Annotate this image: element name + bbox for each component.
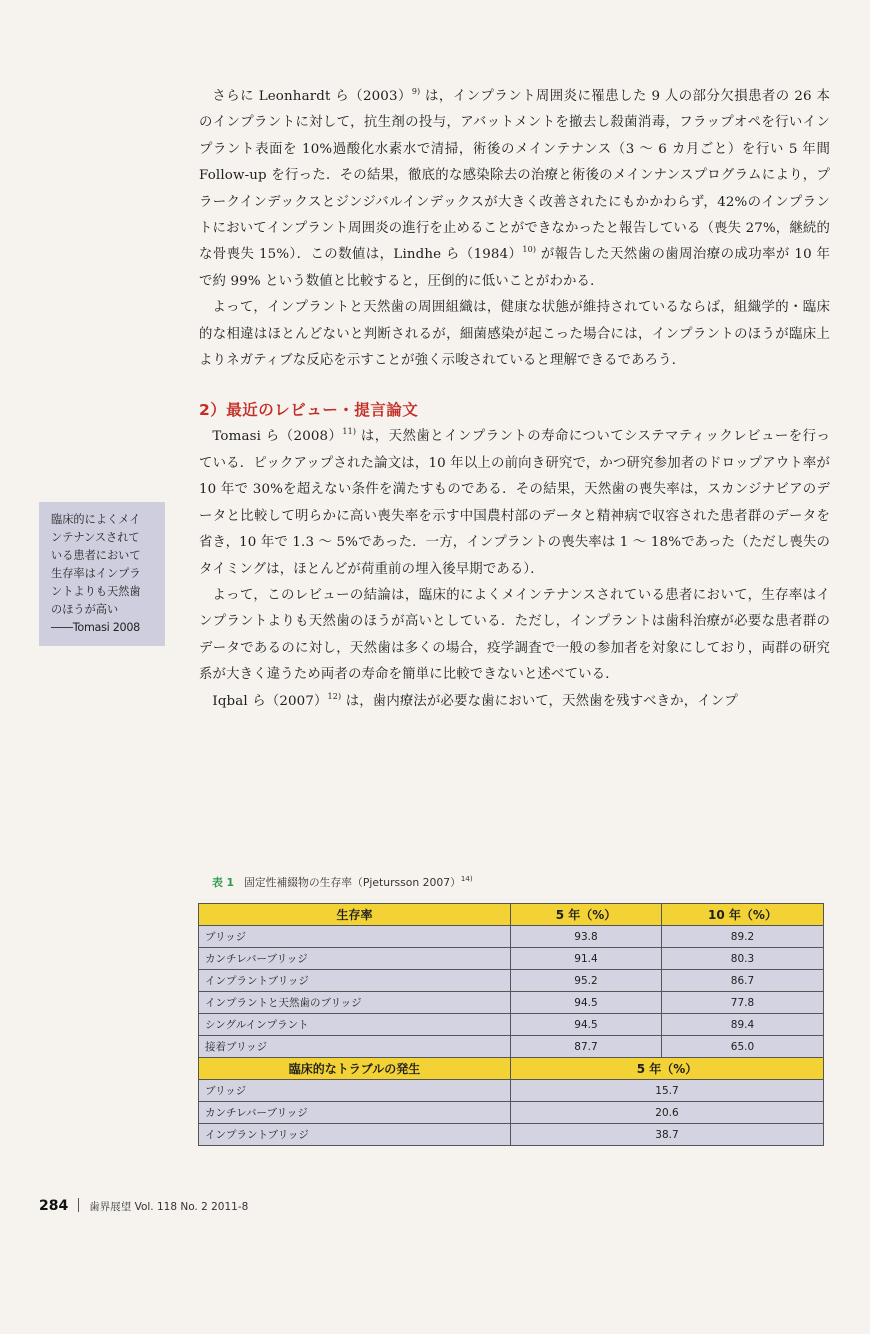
row-label: インプラントブリッジ [199,1124,511,1146]
paragraph-iqbal: Iqbal ら$(2007)^{12)}$ は，歯内療法が必要な歯において，天然歯を残すべきか，インプ [212,691,738,709]
table-row [199,1014,824,1036]
row-label: ブリッジ [199,1080,511,1102]
header-5-year: 5 年（%） [511,904,662,926]
paragraph-tomasi: Tomasi ら$(2008)^{11)}$ は，天然歯とインプラントの寿命についてシステマティックレビューを行っている．ピックアップされた論文は，10 年以上の前向き研究で，かつ研究参加者のドロップアウト率が 10 年で 30%を超えない条件を満たすものである．その結果，天然歯の喪失率は，スカンジナビアのデータと比較して明らかに高い喪失率を示す中国農村部のデータと精神病で収容された患者群のデータを省き，10 年で 1.3 ～ 5%であった．一方，インプラントの喪失率は 1 ～ 18%であった（ただし喪失のタイミングは，ほとんどが荷重前の埋入後早期である）． [199,427,830,577]
cell-10-year: 65.0 [662,1036,824,1058]
cell-10-year: 89.4 [662,1014,824,1036]
section-heading: 2）最近のレビュー・提言論文 [199,401,419,420]
row-label: インプラントと天然歯のブリッジ [199,992,511,1014]
table-subheader-row [199,1058,824,1080]
side-note-line: ントよりも天然歯 [51,585,141,598]
cell-5-year: 87.7 [511,1036,662,1058]
table-caption [212,875,473,890]
paragraph-conclusion-1: よって，インプラントと天然歯の周囲組織は，健康な状態が維持されているならば，組織学的・臨床的な相違はほとんどないと判断されるが，細菌感染が起こった場合には，インプラントのほうが臨床上よりネガティブな反応を示すことが強く示唆されていると理解できるであろう． [199,300,830,369]
row-label: カンチレバーブリッジ [199,948,511,970]
header-5-year-trouble: 5 年（%） [511,1058,824,1080]
side-note-line: いる患者において [51,549,141,562]
cell-5-year: 15.7 [511,1080,824,1102]
side-note [39,502,165,646]
table-row [199,1124,824,1146]
cell-5-year: 94.5 [511,1014,662,1036]
row-label: インプラントブリッジ [199,970,511,992]
row-label: カンチレバーブリッジ [199,1102,511,1124]
row-label: シングルインプラント [199,1014,511,1036]
side-note-line: ンテナンスされて [51,531,140,544]
row-label: 接着ブリッジ [199,1036,511,1058]
table-row [199,948,824,970]
table-citation: 14) [460,875,473,883]
table-row [199,992,824,1014]
cell-10-year: 77.8 [662,992,824,1014]
cell-5-year: 38.7 [511,1124,824,1146]
table-row [199,1080,824,1102]
side-note-line: 生存率はインプラ [51,567,141,580]
page-number: 284 [39,1198,69,1214]
cell-10-year: 89.2 [662,926,824,948]
cell-5-year: 95.2 [511,970,662,992]
table-title: 固定性補綴物の生存率（Pjetursson 2007） [244,876,461,889]
header-10-year: 10 年（%） [662,904,824,926]
row-label: ブリッジ [199,926,511,948]
cell-10-year: 86.7 [662,970,824,992]
footer-divider [78,1198,79,1212]
table-row [199,926,824,948]
side-note-line: 臨床的によくメイ [51,513,141,526]
survival-rate-table [198,903,824,1146]
cell-5-year: 20.6 [511,1102,824,1124]
table-row [199,1036,824,1058]
cell-10-year: 80.3 [662,948,824,970]
table-row [199,970,824,992]
cell-5-year: 93.8 [511,926,662,948]
paragraph-leonhardt: さらに Leonhardt ら$(2003)^{9)}$ は，インプラント周囲炎に罹患した 9 人の部分欠損患者の 26 本のインプラントに対して，抗生剤の投与，アバットメントを撤去し殺菌消毒，フラップオペを行いインプラント表面を 10%過酸化水素水で清掃，術後のメインテナンス（3 ～ 6 カ月ごと）を行い 5 年間 Follow-up を行った．その結果，徹底的な感染除去の治療と術後のメインナンスプログラムにより，プラークインデックスとジンジバルインデックスが大きく改善されたにもかかわらず，42%のインプラントにおいてインプラント周囲炎の進行を止めることができなかったと報告している（喪失 27%，継続的な骨喪失 15%）．この数値は，Lindhe ら$(1984)^{10)}$ が報告した天然歯の歯周治療の成功率が 10 年で約 99% という数値と比較すると，圧倒的に低いことがわかる． [199,87,830,289]
cell-5-year: 91.4 [511,948,662,970]
main-text-column [199,84,830,715]
journal-info: 歯界展望 Vol. 118 No. 2 2011-8 [89,1201,249,1213]
page-footer [39,1198,248,1214]
cell-5-year: 94.5 [511,992,662,1014]
table-number: 表 1 [212,876,235,889]
table-header-row [199,904,824,926]
header-clinical-trouble: 臨床的なトラブルの発生 [199,1058,511,1080]
side-note-line: のほうが高い [51,603,119,616]
paragraph-conclusion-2: よって，このレビューの結論は，臨床的によくメインテナンスされている患者において，生存率はインプラントよりも天然歯のほうが高いとしている．ただし，インプラントは歯科治療が必要な患者群のデータであるのに対し，天然歯は多くの場合，疫学調査で一般の参加者を対象にしており，両群の研究系が大きく違うため両者の寿命を簡単に比較できないと述べている． [199,587,830,683]
header-survival-rate: 生存率 [199,904,511,926]
side-note-attribution: ――Tomasi 2008 [51,621,140,634]
table-row [199,1102,824,1124]
